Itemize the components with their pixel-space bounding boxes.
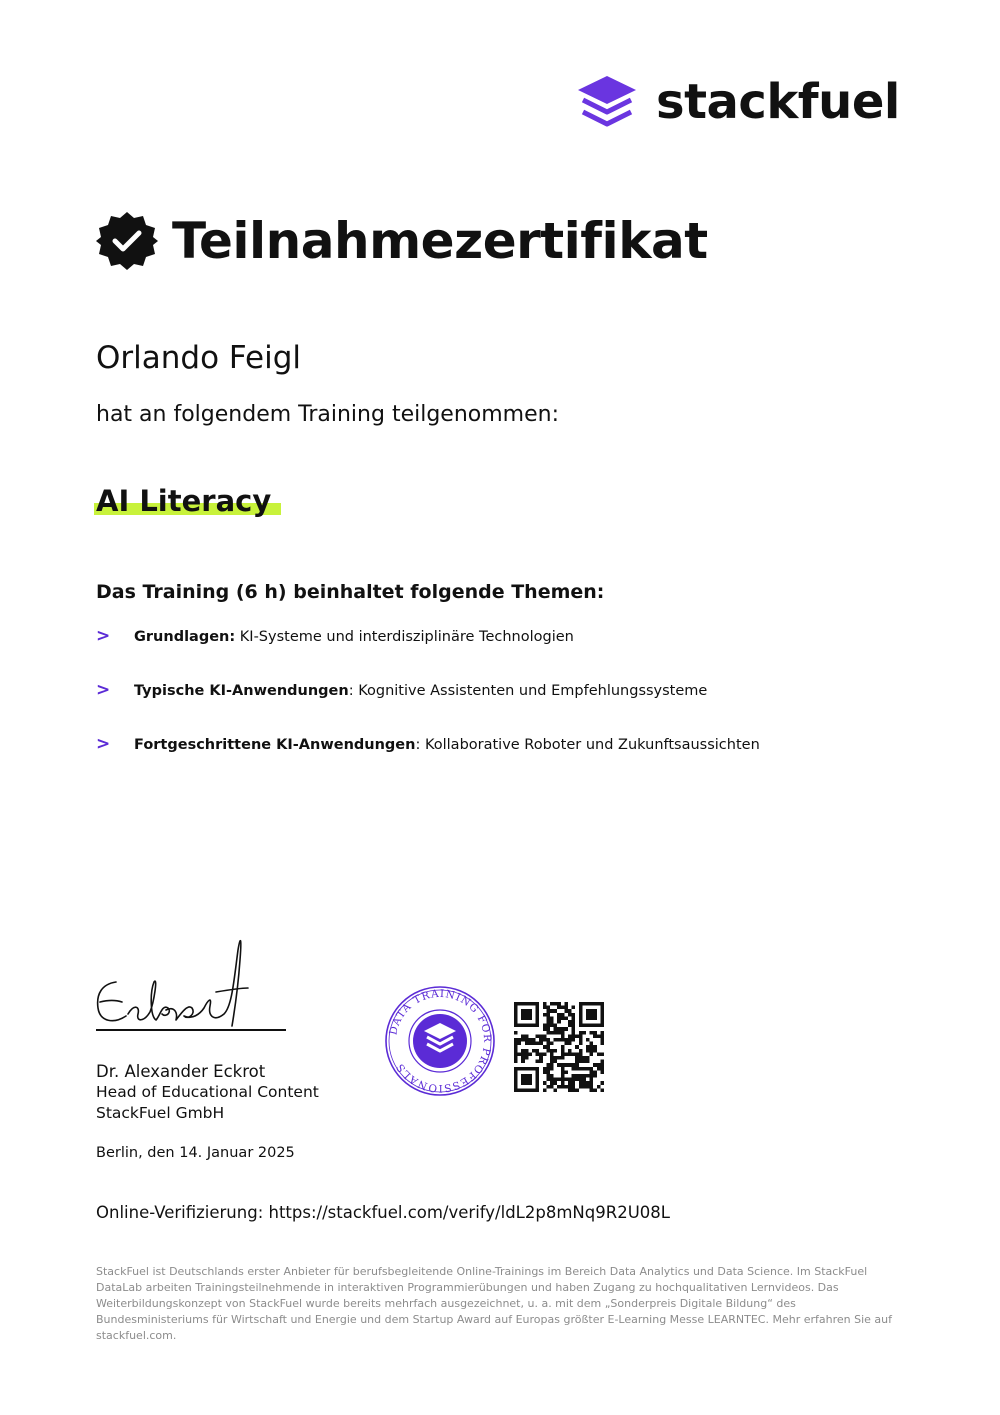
stack-layers-icon (574, 72, 640, 132)
footer-text: StackFuel ist Deutschlands erster Anbieter für berufsbegleitende Online-Trainings im Bereich Data Analytics und Data Science. Im StackFuel DataLab arbeiten Trainingsteilnehmende in interaktiven Programmierübungen und haben Zugang zu hochqualitativen Lernvideos. Das Weiterbildungskonzept von StackFuel wurde bereits mehrfach ausgezeichnet, u. a. mit dem „Sonderpreis Digitale Bildung“ des Bundesministeriums für Wirtschaft und Energie und dem Startup Award auf Europas größter E-Learning Messe LEARNTEC. Mehr erfahren Sie auf stackfuel.com. (96, 1265, 893, 1342)
recipient-name: Orlando Feigl (96, 340, 302, 376)
svg-text:DATA TRAINING FOR PROFESSIONAL: DATA TRAINING FOR PROFESSIONALS (387, 987, 494, 1095)
stackfuel-logo (574, 70, 900, 134)
topic-title: Fortgeschrittene KI-Anwendungen (134, 737, 416, 753)
intro-text: hat an folgendem Training teilgenommen: (96, 402, 559, 427)
qr-code[interactable] (514, 1002, 604, 1092)
topics-heading: Das Training (6 h) beinhaltet folgende Themen: (96, 581, 605, 603)
place-date: Berlin, den 14. Januar 2025 (96, 1145, 295, 1161)
chevron-right-icon: > (96, 734, 111, 754)
signer-name: Dr. Alexander Eckrot (96, 1062, 266, 1081)
signer-role: Head of Educational Content (96, 1083, 319, 1101)
course-title (96, 484, 281, 518)
topic-title: Grundlagen: (134, 629, 236, 645)
chevron-right-icon: > (96, 680, 111, 700)
seal-badge (384, 985, 496, 1097)
signer-block (96, 1061, 319, 1124)
topic-title: Typische KI-Anwendungen (134, 683, 349, 699)
verified-badge-icon (96, 210, 158, 272)
course-title-text: AI Literacy (96, 484, 272, 518)
certificate-title-row (96, 210, 708, 272)
topic-item (96, 626, 574, 646)
signature-line (96, 1029, 286, 1031)
handwritten-signature (92, 930, 292, 1036)
topic-item (96, 734, 760, 754)
topic-description: KI-Systeme und interdisziplinäre Technologien (235, 629, 574, 645)
page-title: Teilnahmezertifikat (172, 212, 708, 270)
brand-wordmark: stackfuel (656, 74, 900, 130)
topic-description: : Kognitive Assistenten und Empfehlungssysteme (348, 683, 708, 699)
topic-item (96, 680, 707, 700)
chevron-right-icon: > (96, 626, 111, 646)
signer-company: StackFuel GmbH (96, 1104, 225, 1122)
verification-link[interactable]: Online-Verifizierung: https://stackfuel.com/verify/ldL2p8mNq9R2U08L (96, 1203, 670, 1222)
topic-description: : Kollaborative Roboter und Zukunftsaussichten (415, 737, 760, 753)
